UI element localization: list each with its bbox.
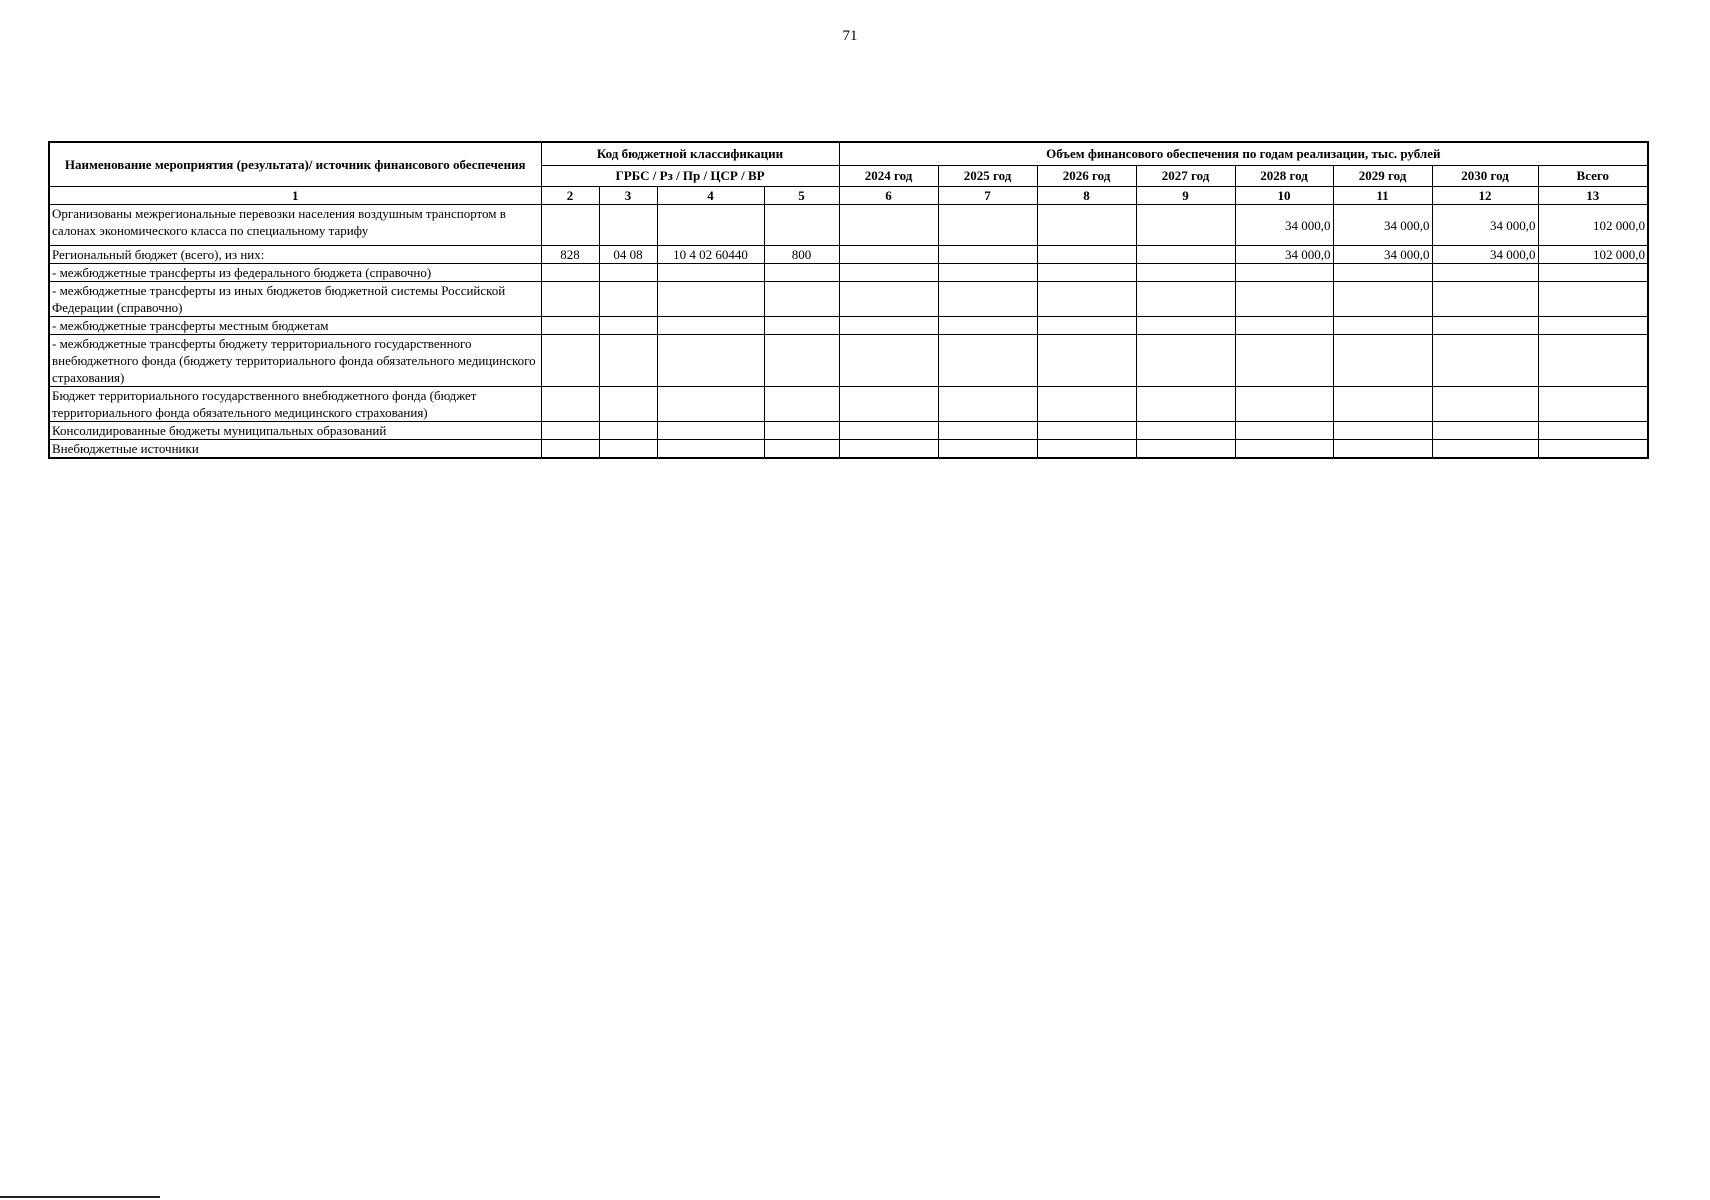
- row-code-1: [541, 335, 599, 387]
- row-value-3: [1037, 335, 1136, 387]
- row-value-6: [1333, 282, 1432, 317]
- row-value-1: [839, 387, 938, 422]
- row-value-2: [938, 264, 1037, 282]
- row-value-3: [1037, 317, 1136, 335]
- row-value-2: [938, 335, 1037, 387]
- row-value-5: [1235, 317, 1333, 335]
- row-value-5: [1235, 440, 1333, 459]
- row-code-2: 04 08: [599, 246, 657, 264]
- row-value-7: [1432, 264, 1538, 282]
- header-year-6: 2030 год: [1432, 166, 1538, 187]
- scan-edge-line: [0, 1196, 160, 1198]
- row-code-2: [599, 440, 657, 459]
- row-code-2: [599, 317, 657, 335]
- row-code-2: [599, 282, 657, 317]
- row-code-4: [764, 440, 839, 459]
- column-number-4: 4: [657, 187, 764, 205]
- header-volume-group: Объем финансового обеспечения по годам реализации, тыс. рублей: [839, 142, 1648, 166]
- row-code-1: [541, 317, 599, 335]
- header-code-group: Код бюджетной классификации: [541, 142, 839, 166]
- header-year-3: 2027 год: [1136, 166, 1235, 187]
- column-number-3: 3: [599, 187, 657, 205]
- row-code-3: [657, 205, 764, 246]
- row-value-5: 34 000,0: [1235, 205, 1333, 246]
- row-value-6: [1333, 440, 1432, 459]
- header-year-0: 2024 год: [839, 166, 938, 187]
- row-code-3: [657, 335, 764, 387]
- column-number-6: 6: [839, 187, 938, 205]
- row-code-4: [764, 335, 839, 387]
- row-value-4: [1136, 282, 1235, 317]
- column-number-12: 12: [1432, 187, 1538, 205]
- row-value-1: [839, 422, 938, 440]
- row-value-3: [1037, 246, 1136, 264]
- row-value-2: [938, 205, 1037, 246]
- row-value-4: [1136, 317, 1235, 335]
- row-value-7: [1432, 282, 1538, 317]
- row-value-5: [1235, 264, 1333, 282]
- page-number: 71: [842, 28, 858, 44]
- column-number-13: 13: [1538, 187, 1648, 205]
- table-row: [49, 205, 1648, 246]
- row-value-5: [1235, 335, 1333, 387]
- row-value-8: 102 000,0: [1538, 205, 1648, 246]
- row-value-2: [938, 246, 1037, 264]
- row-name: Консолидированные бюджеты муниципальных образований: [49, 422, 541, 440]
- row-value-2: [938, 387, 1037, 422]
- row-code-2: [599, 422, 657, 440]
- row-value-3: [1037, 440, 1136, 459]
- financing-table: [48, 141, 1649, 459]
- row-code-4: [764, 205, 839, 246]
- row-value-1: [839, 246, 938, 264]
- row-value-3: [1037, 282, 1136, 317]
- row-value-6: 34 000,0: [1333, 205, 1432, 246]
- row-value-8: [1538, 282, 1648, 317]
- row-code-3: [657, 422, 764, 440]
- row-name: Бюджет территориального государственного внебюджетного фонда (бюджет территориального фонда обязательного медицинского страхования): [49, 387, 541, 422]
- row-name: - межбюджетные трансферты бюджету территориального государственного внебюджетного фонда (бюджету территориального фонда обязательного медицинского страхования): [49, 335, 541, 387]
- row-code-1: [541, 282, 599, 317]
- row-value-3: [1037, 422, 1136, 440]
- row-value-4: [1136, 205, 1235, 246]
- row-value-2: [938, 282, 1037, 317]
- row-value-1: [839, 282, 938, 317]
- table-row: [49, 317, 1648, 335]
- row-value-6: [1333, 335, 1432, 387]
- header-year-2: 2026 год: [1037, 166, 1136, 187]
- row-code-1: [541, 264, 599, 282]
- row-value-1: [839, 264, 938, 282]
- row-code-4: [764, 422, 839, 440]
- row-value-5: [1235, 422, 1333, 440]
- row-value-7: [1432, 335, 1538, 387]
- header-name-column: Наименование мероприятия (результата)/ источник финансового обеспечения: [49, 142, 541, 187]
- table-row: [49, 422, 1648, 440]
- column-number-9: 9: [1136, 187, 1235, 205]
- row-value-3: [1037, 264, 1136, 282]
- header-year-4: 2028 год: [1235, 166, 1333, 187]
- row-code-4: [764, 264, 839, 282]
- row-value-6: [1333, 317, 1432, 335]
- row-name: - межбюджетные трансферты из федерального бюджета (справочно): [49, 264, 541, 282]
- column-number-2: 2: [541, 187, 599, 205]
- row-name: Региональный бюджет (всего), из них:: [49, 246, 541, 264]
- row-code-3: [657, 282, 764, 317]
- row-code-4: [764, 387, 839, 422]
- row-name: Организованы межрегиональные перевозки населения воздушным транспортом в салонах экономического класса по специальному тарифу: [49, 205, 541, 246]
- column-number-5: 5: [764, 187, 839, 205]
- row-value-1: [839, 317, 938, 335]
- table-row: [49, 440, 1648, 459]
- row-value-7: 34 000,0: [1432, 205, 1538, 246]
- row-value-4: [1136, 335, 1235, 387]
- row-value-5: 34 000,0: [1235, 246, 1333, 264]
- row-value-4: [1136, 440, 1235, 459]
- header-year-1: 2025 год: [938, 166, 1037, 187]
- column-number-11: 11: [1333, 187, 1432, 205]
- row-value-7: 34 000,0: [1432, 246, 1538, 264]
- row-value-1: [839, 440, 938, 459]
- row-code-1: 828: [541, 246, 599, 264]
- row-value-7: [1432, 317, 1538, 335]
- table-row: [49, 387, 1648, 422]
- row-value-6: [1333, 264, 1432, 282]
- row-value-4: [1136, 387, 1235, 422]
- row-code-2: [599, 335, 657, 387]
- column-number-7: 7: [938, 187, 1037, 205]
- row-code-1: [541, 440, 599, 459]
- row-code-1: [541, 387, 599, 422]
- row-code-3: [657, 440, 764, 459]
- row-code-3: 10 4 02 60440: [657, 246, 764, 264]
- row-value-6: [1333, 422, 1432, 440]
- table-row: [49, 282, 1648, 317]
- table-body: [49, 205, 1648, 459]
- row-value-2: [938, 440, 1037, 459]
- table-row: [49, 335, 1648, 387]
- row-value-3: [1037, 387, 1136, 422]
- column-number-row: [49, 187, 1648, 205]
- row-value-8: [1538, 264, 1648, 282]
- row-code-2: [599, 205, 657, 246]
- header-code-subtitle: ГРБС / Рз / Пр / ЦСР / ВР: [541, 166, 839, 187]
- row-code-2: [599, 264, 657, 282]
- row-code-3: [657, 387, 764, 422]
- row-value-1: [839, 335, 938, 387]
- column-number-10: 10: [1235, 187, 1333, 205]
- row-name: - межбюджетные трансферты местным бюджетам: [49, 317, 541, 335]
- row-code-4: [764, 317, 839, 335]
- row-value-4: [1136, 264, 1235, 282]
- table-row: [49, 246, 1648, 264]
- row-value-2: [938, 422, 1037, 440]
- row-value-8: [1538, 387, 1648, 422]
- row-value-8: [1538, 440, 1648, 459]
- row-value-3: [1037, 205, 1136, 246]
- row-code-4: 800: [764, 246, 839, 264]
- column-number-8: 8: [1037, 187, 1136, 205]
- row-value-6: 34 000,0: [1333, 246, 1432, 264]
- table-header: [49, 142, 1648, 205]
- header-year-5: 2029 год: [1333, 166, 1432, 187]
- row-value-4: [1136, 246, 1235, 264]
- row-code-1: [541, 205, 599, 246]
- row-name: Внебюджетные источники: [49, 440, 541, 459]
- row-code-4: [764, 282, 839, 317]
- row-code-1: [541, 422, 599, 440]
- row-value-4: [1136, 422, 1235, 440]
- row-code-2: [599, 387, 657, 422]
- row-code-3: [657, 317, 764, 335]
- row-name: - межбюджетные трансферты из иных бюджетов бюджетной системы Российской Федерации (справочно): [49, 282, 541, 317]
- row-value-8: [1538, 422, 1648, 440]
- row-value-5: [1235, 282, 1333, 317]
- row-value-7: [1432, 387, 1538, 422]
- header-year-7: Всего: [1538, 166, 1648, 187]
- row-value-5: [1235, 387, 1333, 422]
- column-number-1: 1: [49, 187, 541, 205]
- row-value-8: [1538, 335, 1648, 387]
- table-row: [49, 264, 1648, 282]
- row-value-6: [1333, 387, 1432, 422]
- row-value-1: [839, 205, 938, 246]
- row-value-8: 102 000,0: [1538, 246, 1648, 264]
- row-value-2: [938, 317, 1037, 335]
- row-value-7: [1432, 440, 1538, 459]
- row-code-3: [657, 264, 764, 282]
- row-value-8: [1538, 317, 1648, 335]
- row-value-7: [1432, 422, 1538, 440]
